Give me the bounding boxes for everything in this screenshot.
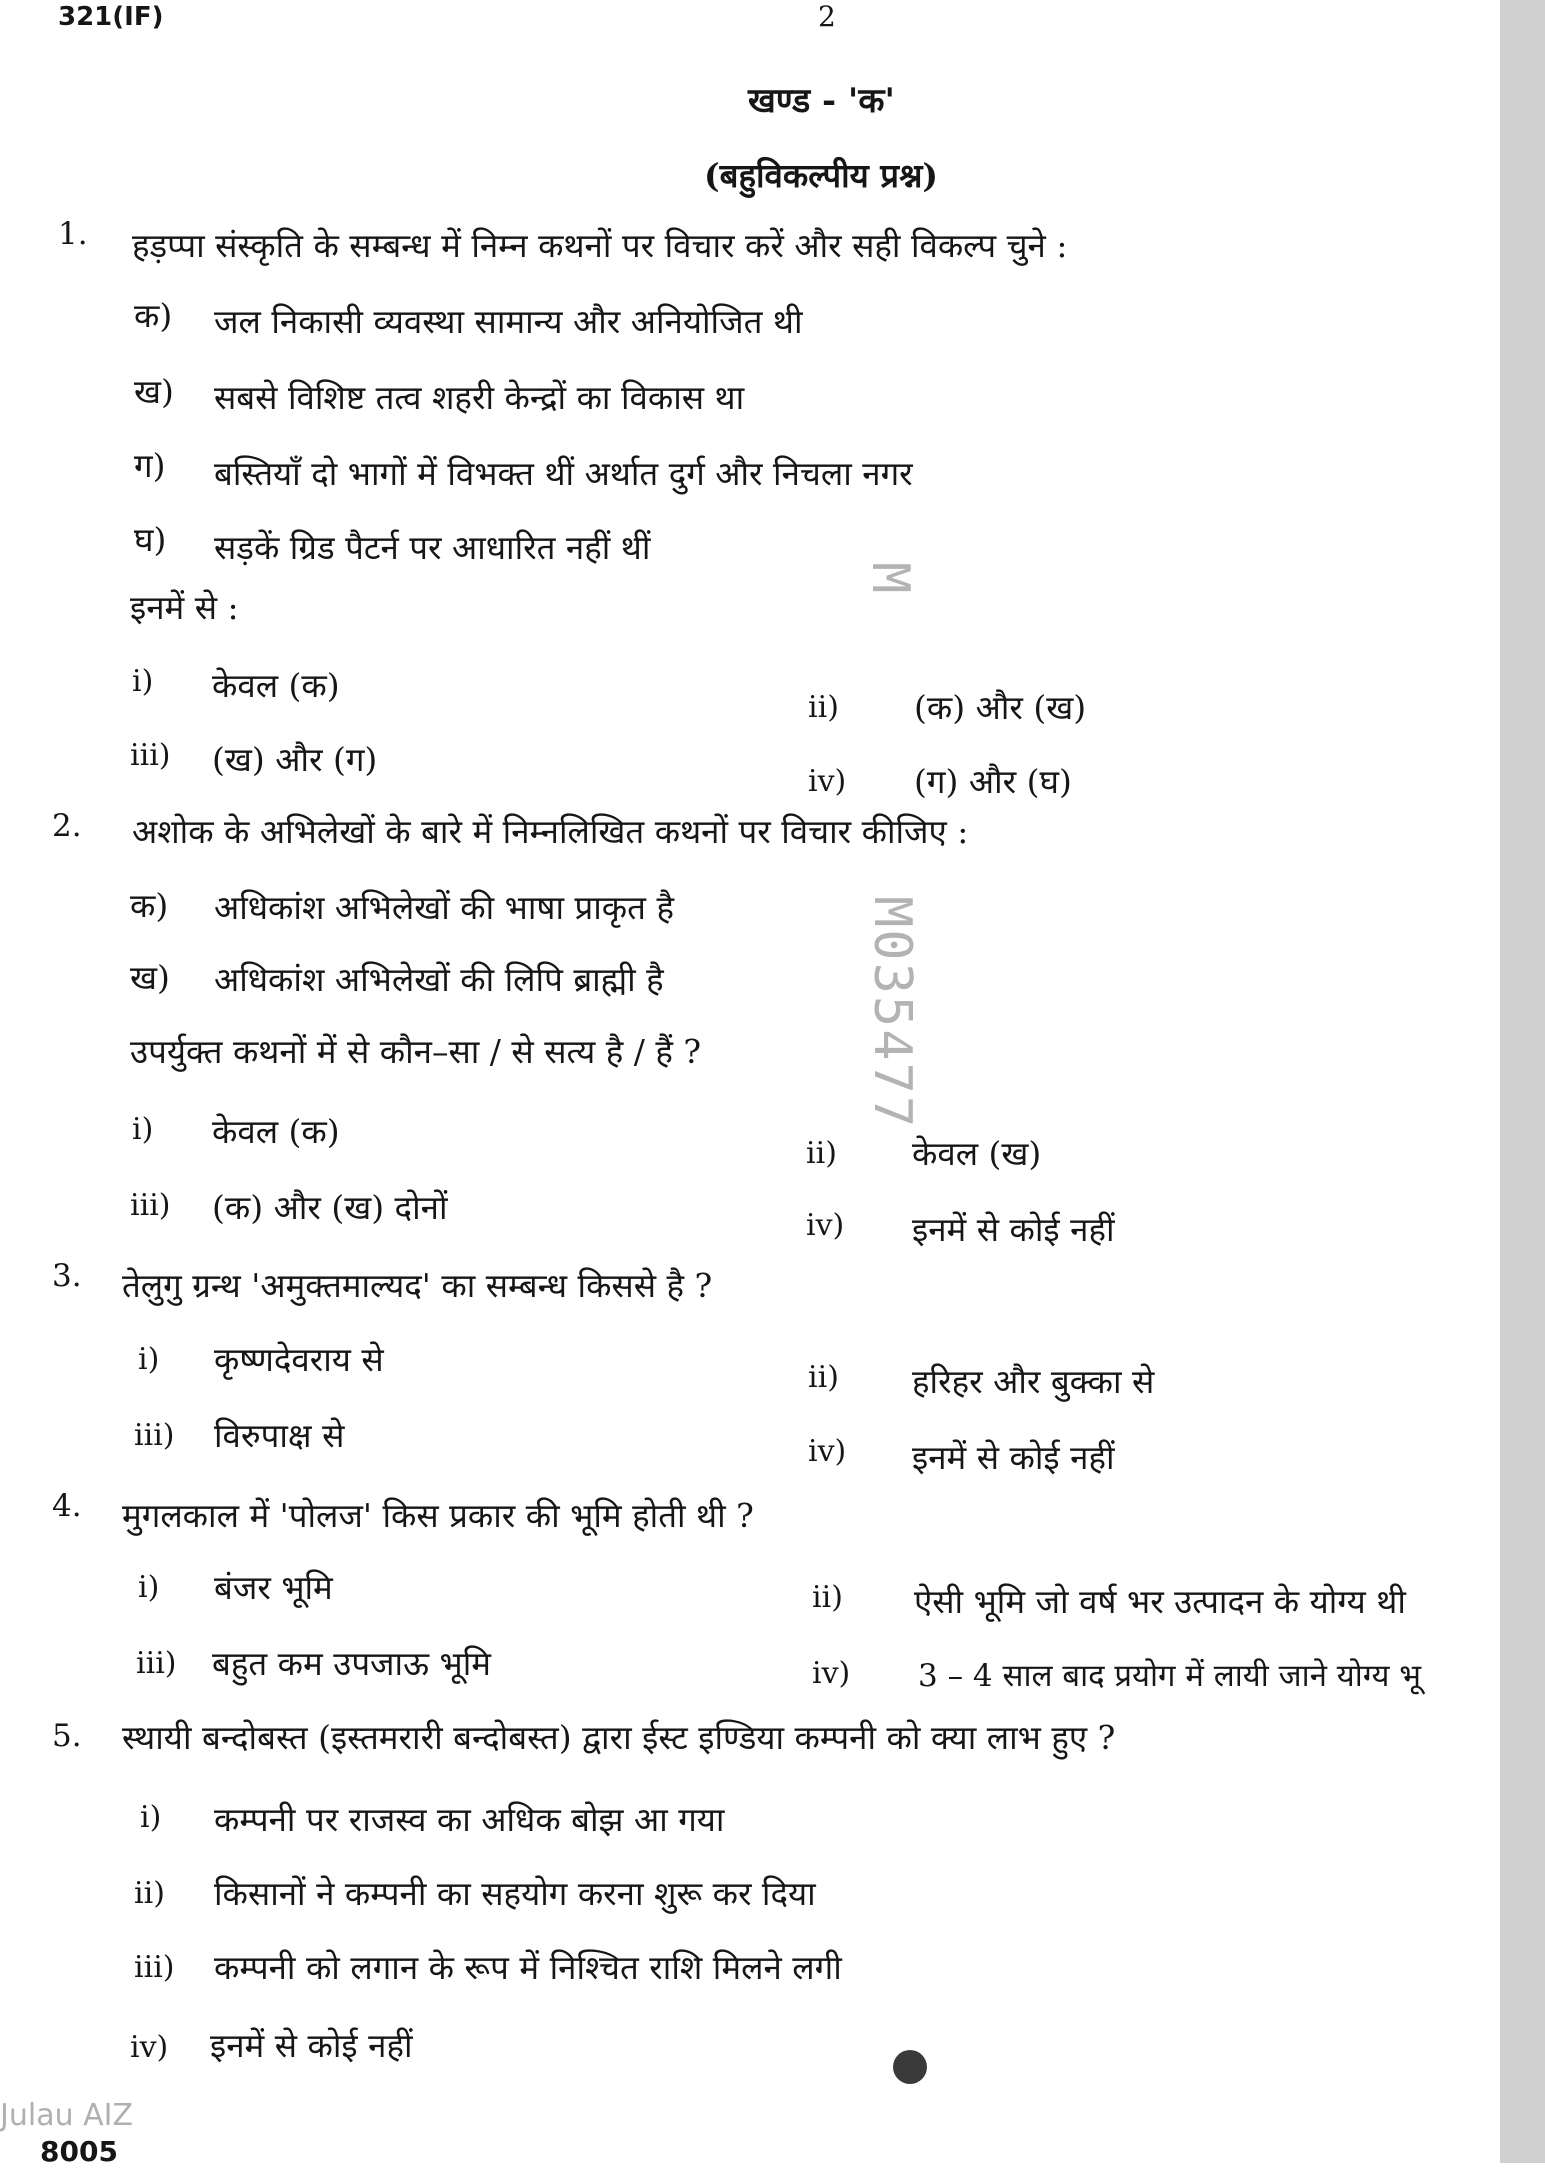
option-label: i) [132, 664, 154, 699]
option-text: (ग) और (घ) [914, 762, 1072, 801]
option-text: कम्पनी पर राजस्व का अधिक बोझ आ गया [214, 1800, 725, 1839]
option-label: i) [138, 1342, 160, 1377]
option-text: बंजर भूमि [214, 1568, 333, 1607]
statement-text: बस्तियाँ दो भागों में विभक्त थीं अर्थात दुर्ग और निचला नगर [214, 454, 913, 493]
scan-edge-strip [1500, 0, 1545, 2163]
option-text: कृष्णदेवराय से [214, 1340, 384, 1379]
option-text: कम्पनी को लगान के रूप में निश्चित राशि मिलने लगी [214, 1948, 842, 1987]
option-label: iii) [130, 738, 171, 773]
statement-text: सड़कें ग्रिड पैटर्न पर आधारित नहीं थीं [214, 528, 651, 567]
option-label: iii) [136, 1646, 177, 1681]
option-label: iv) [130, 2030, 169, 2065]
question-text: मुगलकाल में 'पोलज' किस प्रकार की भूमि होती थी ? [122, 1496, 754, 1535]
option-text: (क) और (ख) दोनों [212, 1188, 448, 1227]
option-label: iii) [134, 1950, 175, 1985]
question-text: तेलुगु ग्रन्थ 'अमुक्तमाल्यद' का सम्बन्ध किससे है ? [122, 1266, 713, 1305]
statement-label: ग) [134, 446, 166, 485]
option-label: iv) [806, 1208, 845, 1243]
option-label: ii) [806, 1136, 837, 1171]
statement-label: क) [130, 886, 169, 925]
paper-code: 321(IF) [58, 2, 164, 32]
question-number: 1. [58, 216, 88, 252]
footer-code: 8005 [40, 2135, 118, 2168]
option-label: ii) [808, 1360, 839, 1395]
statement-label: घ) [134, 520, 167, 559]
statement-label: ख) [134, 372, 174, 411]
option-text: (ख) और (ग) [212, 740, 378, 779]
option-label: iv) [808, 1434, 847, 1469]
option-label: iv) [812, 1656, 851, 1691]
option-text: इनमें से कोई नहीं [210, 2026, 413, 2065]
option-text: इनमें से कोई नहीं [912, 1210, 1115, 1249]
statement-text: सबसे विशिष्ट तत्व शहरी केन्द्रों का विकास था [214, 378, 745, 417]
statement-label: क) [134, 296, 173, 335]
option-label: iii) [130, 1188, 171, 1223]
question-text: अशोक के अभिलेखों के बारे में निम्नलिखित कथनों पर विचार कीजिए : [132, 812, 969, 851]
faded-footer-text: Julau AIZ [0, 2098, 134, 2133]
option-text: (क) और (ख) [914, 688, 1087, 727]
option-text: केवल (ख) [912, 1134, 1042, 1173]
option-label: iii) [134, 1418, 175, 1453]
question-prompt: इनमें से : [130, 588, 239, 627]
question-number: 4. [52, 1488, 82, 1524]
statement-text: अधिकांश अभिलेखों की लिपि ब्राह्मी है [214, 960, 664, 999]
option-text: केवल (क) [212, 1112, 340, 1151]
vertical-stamp: M035477 [862, 896, 922, 1130]
option-text: किसानों ने कम्पनी का सहयोग करना शुरू कर दिया [214, 1874, 816, 1913]
option-text: हरिहर और बुक्का से [912, 1362, 1155, 1401]
section-subtitle: (बहुविकल्पीय प्रश्न) [704, 156, 939, 195]
option-label: iv) [808, 764, 847, 799]
statement-text: अधिकांश अभिलेखों की भाषा प्राकृत है [214, 888, 674, 927]
page-number: 2 [818, 0, 836, 33]
option-label: ii) [812, 1580, 843, 1615]
vertical-stamp: M [860, 562, 920, 596]
question-text: हड़प्पा संस्कृति के सम्बन्ध में निम्न कथनों पर विचार करें और सही विकल्प चुने : [132, 226, 1068, 265]
section-title: खण्ड - 'क' [748, 81, 895, 121]
question-prompt: उपर्युक्त कथनों में से कौन–सा / से सत्य है / हैं ? [130, 1032, 702, 1071]
statement-label: ख) [130, 958, 170, 997]
ink-dot [893, 2050, 927, 2084]
question-number: 3. [52, 1258, 82, 1294]
question-text: स्थायी बन्दोबस्त (इस्तमरारी बन्दोबस्त) द्वारा ईस्ट इण्डिया कम्पनी को क्या लाभ हुए ? [122, 1718, 1116, 1757]
question-number: 2. [52, 808, 82, 844]
option-text: 3 – 4 साल बाद प्रयोग में लायी जाने योग्य भू [918, 1658, 1422, 1694]
option-label: i) [132, 1112, 154, 1147]
option-text: इनमें से कोई नहीं [912, 1438, 1115, 1477]
option-text: केवल (क) [212, 666, 340, 705]
statement-text: जल निकासी व्यवस्था सामान्य और अनियोजित थी [214, 302, 803, 341]
question-number: 5. [52, 1718, 82, 1754]
option-label: ii) [134, 1876, 165, 1911]
option-text: विरुपाक्ष से [214, 1416, 345, 1455]
option-label: i) [140, 1800, 162, 1835]
option-text: बहुत कम उपजाऊ भूमि [212, 1644, 491, 1683]
option-text: ऐसी भूमि जो वर्ष भर उत्पादन के योग्य थी [914, 1582, 1406, 1621]
option-label: ii) [808, 690, 839, 725]
option-label: i) [138, 1570, 160, 1605]
